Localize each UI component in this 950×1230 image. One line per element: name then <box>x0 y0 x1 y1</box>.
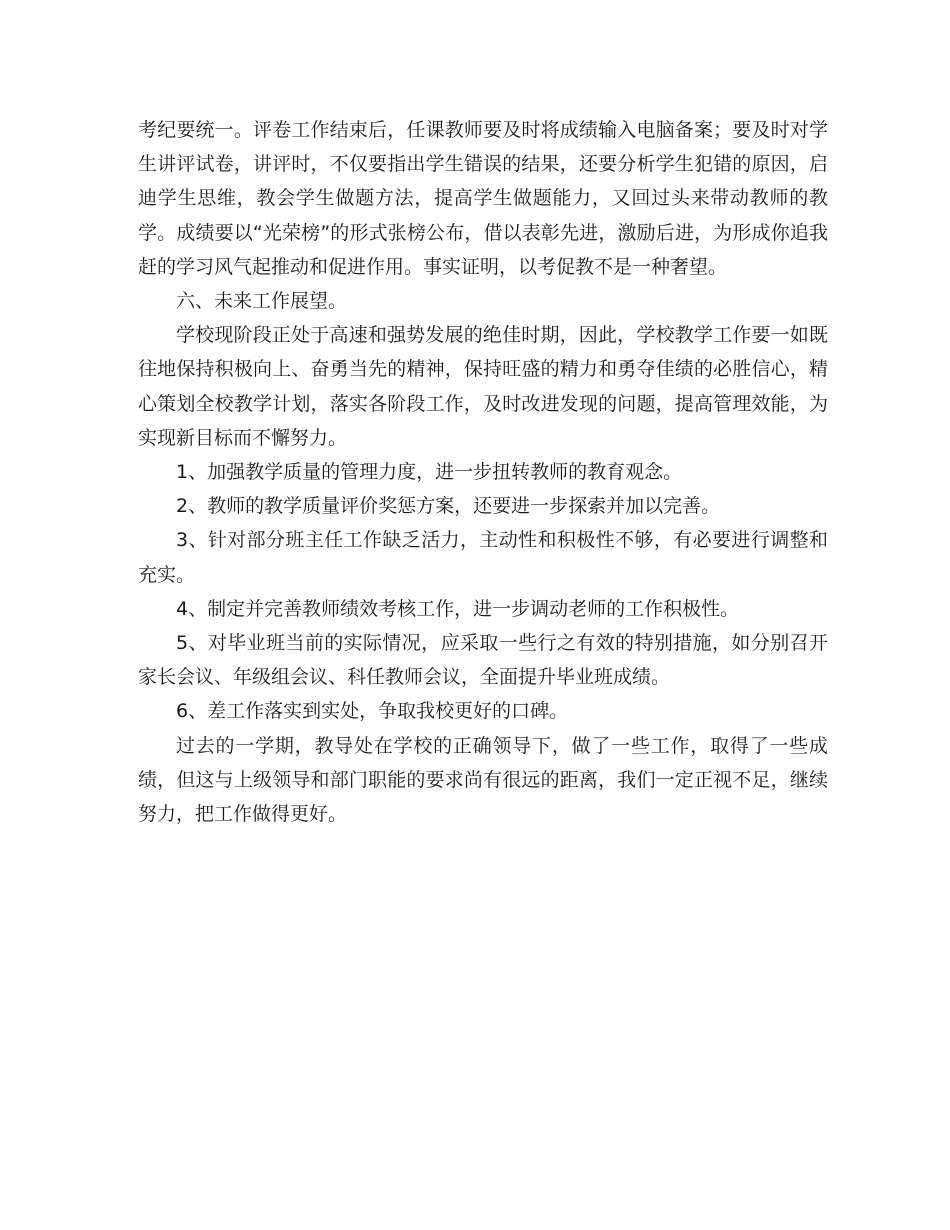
list-item-4: 4、制定并完善教师绩效考核工作，进一步调动老师的工作积极性。 <box>176 597 740 620</box>
paragraph-conclusion: 过去的一学期，教导处在学校的正确领导下，做了一些工作，取得了一些成绩，但这与上级领导和部门职能的要求尚有很远的距离，我们一定正视不足，继续努力，把工作做得更好。 <box>138 734 828 826</box>
paragraph-school-development: 学校现阶段正处于高速和强势发展的绝佳时期，因此，学校教学工作要一如既往地保持积极向上、奋勇当先的精神，保持旺盛的精力和勇夺佳绩的必胜信心，精心策划全校教学计划，落实各阶段工作，及时改进发现的问题，提高管理效能，为实现新目标而不懈努力。 <box>138 324 828 449</box>
paragraph-exam-discipline: 考纪要统一。评卷工作结束后，任课教师要及时将成绩输入电脑备案；要及时对学生讲评试卷，讲评时，不仅要指出学生错误的结果，还要分析学生犯错的原因，启迪学生思维，教会学生做题方法，提高学生做题能力，又回过头来带动教师的教学。成绩要以“光荣榜”的形式张榜公布，借以表彰先进，激励后进，为形成你追我赶的学习风气起推动和促进作用。事实证明，以考促教不是一种奢望。 <box>138 119 828 278</box>
list-item-3: 3、针对部分班主任工作缺乏活力，主动性和积极性不够，有必要进行调整和充实。 <box>138 529 828 586</box>
list-item-1: 1、加强教学质量的管理力度，进一步扭转教师的教育观念。 <box>176 461 683 484</box>
document-body <box>138 113 828 831</box>
list-item-5: 5、对毕业班当前的实际情况，应采取一些行之有效的特别措施，如分别召开家长会议、年级组会议、科任教师会议，全面提升毕业班成绩。 <box>138 632 828 689</box>
list-item-2: 2、教师的教学质量评价奖惩方案，还要进一步探索并加以完善。 <box>176 495 721 518</box>
list-item-6: 6、差工作落实到实处，争取我校更好的口碑。 <box>176 700 569 723</box>
section-heading-future-outlook: 六、未来工作展望。 <box>176 290 348 313</box>
